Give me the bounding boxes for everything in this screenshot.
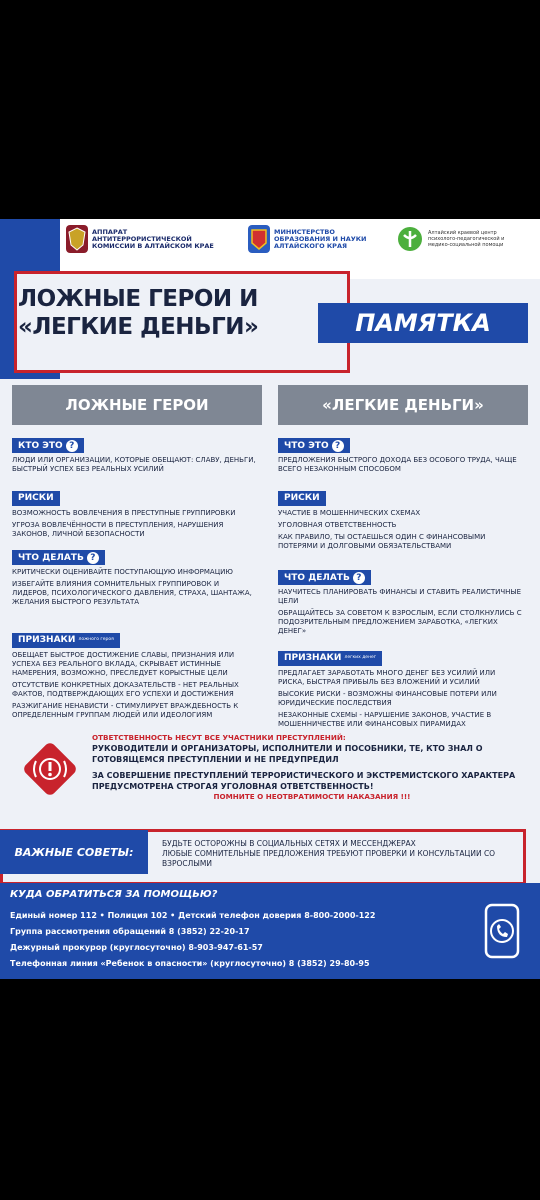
left-signs-label-text: ПРИЗНАКИ <box>18 635 76 645</box>
left-risks-text1: ВОЗМОЖНОСТЬ ВОВЛЕЧЕНИЯ В ПРЕСТУПНЫЕ ГРУППИРОВКИ <box>12 509 236 517</box>
question-icon: ? <box>353 572 365 584</box>
right-signs-label-text: ПРИЗНАКИ <box>284 653 342 663</box>
logo2-line1: МИНИСТЕРСТВО <box>274 227 335 236</box>
left-risks-text2: УГРОЗА ВОВЛЕЧЁННОСТИ В ПРЕСТУПЛЕНИЯ, НАРУШЕНИЯ ЗАКОНОВ, ЛИЧНОЙ БЕЗОПАСНОСТИ <box>12 521 224 538</box>
left-todo-text1: КРИТИЧЕСКИ ОЦЕНИВАЙТЕ ПОСТУПАЮЩУЮ ИНФОРМАЦИЮ <box>12 568 233 576</box>
right-signs-text1: ПРЕДЛАГАЕТ ЗАРАБОТАТЬ МНОГО ДЕНЕГ БЕЗ УСИЛИЙ ИЛИ РИСКА, БЫСТРАЯ ПРИБЫЛЬ БЕЗ ВЛОЖЕНИЙ И УСИЛИЙ <box>278 669 496 686</box>
logo3-line2: психолого-педагогической и <box>428 236 505 242</box>
question-icon: ? <box>66 440 78 452</box>
left-risks-section <box>12 485 260 539</box>
right-signs-text3: НЕЗАКОННЫЕ СХЕМЫ - НАРУШЕНИЕ ЗАКОНОВ, УЧАСТИЕ В МОШЕННИЧЕСТВЕ ИЛИ ФИНАНСОВЫХ ПИРАМИДАХ <box>278 711 492 728</box>
right-risks-label: РИСКИ <box>278 491 326 506</box>
logo2-line3: АЛТАЙСКОГО КРАЯ <box>274 241 347 250</box>
right-risks-text3: КАК ПРАВИЛО, ТЫ ОСТАЕШЬСЯ ОДИН С ФИНАНСОВЫМИ ПОТЕРЯМИ И ДОЛГОВЫМИ ОБЯЗАТЕЛЬСТВАМИ <box>278 533 486 550</box>
left-signs-section <box>12 627 260 720</box>
right-todo-text1: НАУЧИТЕСЬ ПЛАНИРОВАТЬ ФИНАНСЫ И СТАВИТЬ РЕАЛИСТИЧНЫЕ ЦЕЛИ <box>278 588 522 605</box>
tips-text <box>162 839 512 869</box>
help-panel <box>0 883 540 979</box>
left-signs-sub: ложного героя <box>78 637 114 642</box>
logo1-line2: АНТИТЕРРОРИСТИЧЕСКОЙ <box>92 234 192 243</box>
right-risks-section <box>278 485 526 551</box>
title-line2: «ЛЕГКИЕ ДЕНЬГИ» <box>18 314 259 340</box>
easy-money-column <box>278 385 528 425</box>
right-signs-sub: легких денег <box>344 655 377 660</box>
left-risks-label: РИСКИ <box>12 491 60 506</box>
warning-icon <box>20 739 80 799</box>
left-what-label <box>12 438 84 453</box>
right-risks-text1: УЧАСТИЕ В МОШЕННИЧЕСКИХ СХЕМАХ <box>278 509 421 517</box>
responsibility-line4: ПОМНИТЕ О НЕОТВРАТИМОСТИ НАКАЗАНИЯ !!! <box>213 791 411 801</box>
logo3-line3: медико-социальной помощи <box>428 242 504 248</box>
false-heroes-heading: ЛОЖНЫЕ ГЕРОИ <box>12 385 262 425</box>
responsibility-block <box>92 733 532 801</box>
right-todo-label-text: ЧТО ДЕЛАТЬ <box>284 573 350 583</box>
tips-text2: ЛЮБЫЕ СОМНИТЕЛЬНЫЕ ПРЕДЛОЖЕНИЯ ТРЕБУЮТ ПРОВЕРКИ И КОНСУЛЬТАЦИИ СО ВЗРОСЛЫМИ <box>162 849 496 868</box>
logo1-line3: КОМИССИИ В АЛТАЙСКОМ КРАЕ <box>92 241 214 250</box>
logo3-line1: Алтайский краевой центр <box>428 230 497 236</box>
center-logo <box>396 225 504 253</box>
center-logo-icon <box>396 225 424 253</box>
left-todo-label-text: ЧТО ДЕЛАТЬ <box>18 553 84 563</box>
right-risks-text2: УГОЛОВНАЯ ОТВЕТСТВЕННОСТЬ <box>278 521 397 529</box>
help-line1: Единый номер 112 • Полиция 102 • Детский телефон доверия 8-800-2000-122 <box>10 911 376 920</box>
help-title: КУДА ОБРАТИТЬСЯ ЗА ПОМОЩЬЮ? <box>10 889 218 900</box>
logo2-line2: ОБРАЗОВАНИЯ И НАУКИ <box>274 234 367 243</box>
easy-money-heading: «ЛЕГКИЕ ДЕНЬГИ» <box>278 385 528 425</box>
question-icon: ? <box>332 440 344 452</box>
tips-text1: БУДЬТЕ ОСТОРОЖНЫ В СОЦИАЛЬНЫХ СЕТЯХ И МЕССЕНДЖЕРАХ <box>162 839 416 848</box>
right-todo-label <box>278 570 371 585</box>
responsibility-line3: ЗА СОВЕРШЕНИЕ ПРЕСТУПЛЕНИЙ ТЕРРОРИСТИЧЕСКОГО И ЭКСТРЕМИСТСКОГО ХАРАКТЕРА ПРЕДУСМОТРЕНА СТРОГАЯ УГОЛОВНАЯ ОТВЕТСТВЕННОСТЬ! <box>92 770 516 791</box>
right-signs-section <box>278 645 526 729</box>
left-signs-text2: ОТСУТСТВИЕ КОНКРЕТНЫХ ДОКАЗАТЕЛЬСТВ - НЕТ РЕАЛЬНЫХ ФАКТОВ, ПОДТВЕРЖДАЮЩИХ ЕГО УСПЕХИ И ДОСТИЖЕНИЯ <box>12 681 239 698</box>
ministry-emblem-icon <box>248 225 270 253</box>
right-what-text: ПРЕДЛОЖЕНИЯ БЫСТРОГО ДОХОДА БЕЗ ОСОБОГО ТРУДА, ЧАЩЕ ВСЕГО НЕЗАКОННЫМ СПОСОБОМ <box>278 456 517 473</box>
left-signs-label <box>12 633 120 648</box>
header-logos <box>60 219 540 279</box>
right-what-label <box>278 438 350 453</box>
ministry-logo <box>248 225 367 253</box>
false-heroes-column <box>12 385 262 425</box>
right-signs-label <box>278 651 382 666</box>
memo-poster <box>0 219 540 979</box>
phone-icon <box>476 901 528 961</box>
left-what-label-text: КТО ЭТО <box>18 441 63 451</box>
help-line2: Группа рассмотрения обращений 8 (3852) 22-20-17 <box>10 927 250 936</box>
left-what-text: ЛЮДИ ИЛИ ОРГАНИЗАЦИИ, КОТОРЫЕ ОБЕЩАЮТ: СЛАВУ, ДЕНЬГИ, БЫСТРЫЙ УСПЕХ БЕЗ РЕАЛЬНЫХ УСИЛИЙ <box>12 456 256 473</box>
left-todo-text2: ИЗБЕГАЙТЕ ВЛИЯНИЯ СОМНИТЕЛЬНЫХ ГРУППИРОВОК И ЛИДЕРОВ, ПСИХОЛОГИЧЕСКОГО ДАВЛЕНИЯ, СТРАХА, ШАНТАЖА, ЖЕЛАНИЯ БЫСТРОГО РЕЗУЛЬТАТА <box>12 580 252 606</box>
title-line1: ЛОЖНЫЕ ГЕРОИ И <box>18 286 258 312</box>
memo-badge: ПАМЯТКА <box>318 303 528 343</box>
help-line3: Дежурный прокурор (круглосуточно) 8-903-947-61-57 <box>10 943 263 952</box>
right-what-label-text: ЧТО ЭТО <box>284 441 329 451</box>
left-what-section <box>12 433 260 474</box>
anti-terror-logo <box>66 225 214 253</box>
responsibility-line1: ОТВЕТСТВЕННОСТЬ НЕСУТ ВСЕ УЧАСТНИКИ ПРЕСТУПЛЕНИЙ: <box>92 733 346 742</box>
logo1-line1: АППАРАТ <box>92 227 128 236</box>
left-todo-section <box>12 545 260 607</box>
left-todo-label <box>12 550 105 565</box>
responsibility-line2: РУКОВОДИТЕЛИ И ОРГАНИЗАТОРЫ, ИСПОЛНИТЕЛИ И ПОСОБНИКИ, ТЕ, КТО ЗНАЛ О ГОТОВЯЩЕМСЯ ПРЕСТУПЛЕНИИ И НЕ ПРЕДУПРЕДИЛ <box>92 743 483 764</box>
left-signs-text1: ОБЕЩАЕТ БЫСТРОЕ ДОСТИЖЕНИЕ СЛАВЫ, ПРИЗНАНИЯ ИЛИ УСПЕХА БЕЗ РЕАЛЬНОГО ВКЛАДА, СКРЫВАЕТ ИСТИННЫЕ НАМЕРЕНИЯ, ВОЗМОЖНО, ПРЕСЛЕДУЕТ КОРЫСТНЫЕ ЦЕЛИ <box>12 651 235 677</box>
emblem-icon <box>66 225 88 253</box>
help-line4: Телефонная линия «Ребенок в опасности» (круглосуточно) 8 (3852) 29-80-95 <box>10 959 370 968</box>
right-todo-text2: ОБРАЩАЙТЕСЬ ЗА СОВЕТОМ К ВЗРОСЛЫМ, ЕСЛИ СТОЛКНУЛИСЬ С ПОДОЗРИТЕЛЬНЫМ ПРЕДЛОЖЕНИЕМ ЗАРАБОТКА, «ЛЕГКИХ ДЕНЕГ» <box>278 609 522 635</box>
tips-label: ВАЖНЫЕ СОВЕТЫ: <box>0 830 148 874</box>
right-todo-section <box>278 565 526 636</box>
page-title <box>18 285 258 341</box>
left-signs-text3: РАЗЖИГАНИЕ НЕНАВИСТИ - СТИМУЛИРУЕТ ВРАЖДЕБНОСТЬ К ОПРЕДЕЛЕННЫМ ГРУППАМ ЛЮДЕЙ ИЛИ ИДЕОЛОГИЯМ <box>12 702 239 719</box>
question-icon: ? <box>87 552 99 564</box>
right-what-section <box>278 433 526 474</box>
right-signs-text2: ВЫСОКИЕ РИСКИ - ВОЗМОЖНЫ ФИНАНСОВЫЕ ПОТЕРИ ИЛИ ЮРИДИЧЕСКИЕ ПОСЛЕДСТВИЯ <box>278 690 497 707</box>
